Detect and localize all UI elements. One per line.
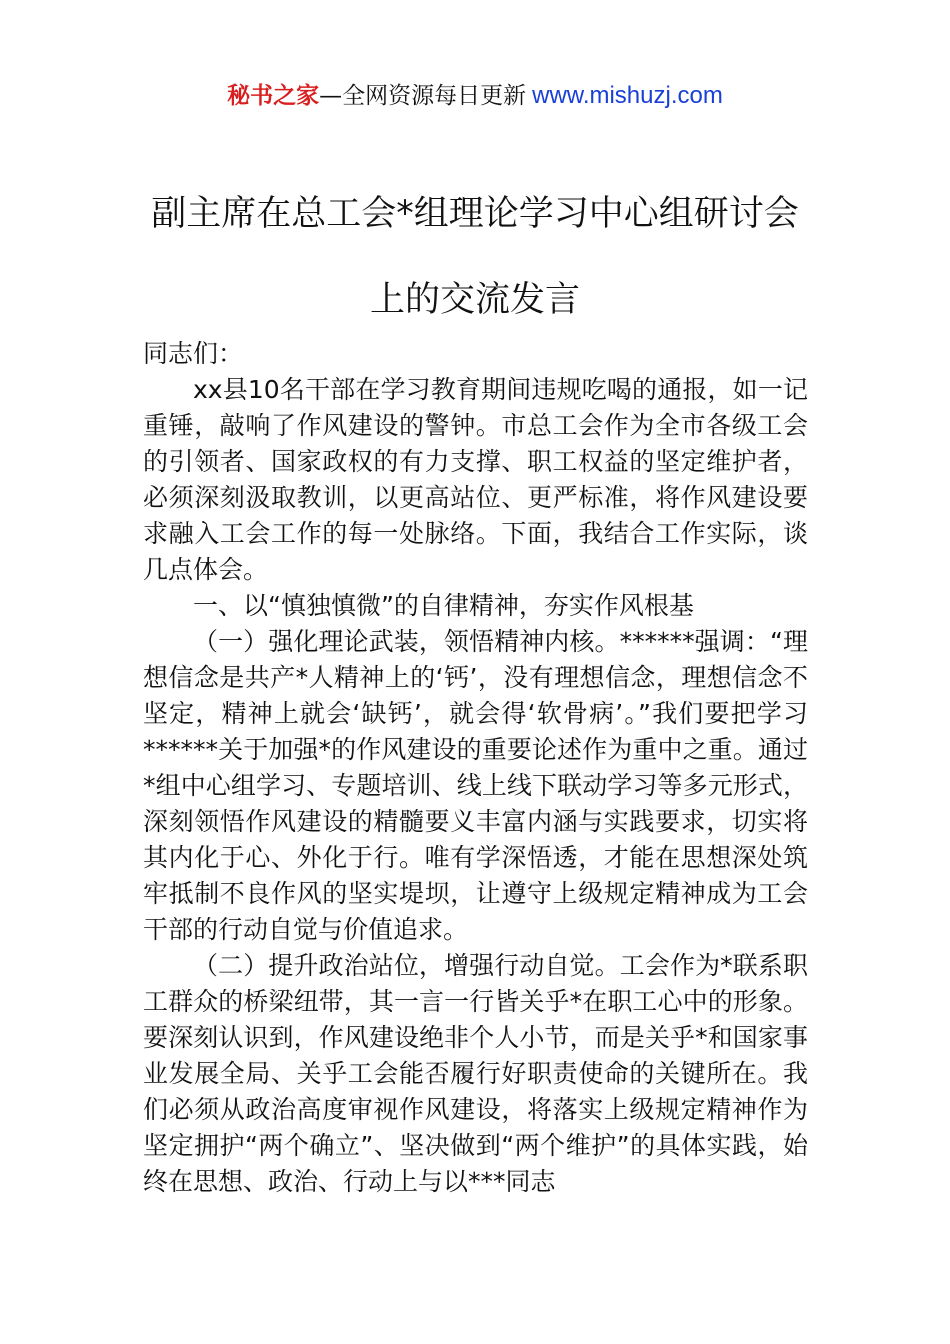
- paragraph-intro: xx县10名干部在学习教育期间违规吃喝的通报，如一记重锤，敲响了作风建设的警钟。市总工会作为全市各级工会的引领者、国家政权的有力支撑、职工权益的坚定维护者，必须深刻汲取教训，以更高站位、更严标准，将作风建设要求融入工会工作的每一处脉络。下面，我结合工作实际，谈几点体会。: [143, 375, 808, 584]
- site-header: [0, 78, 950, 114]
- paragraph-subsection-1: （一）强化理论武装，领悟精神内核。******强调：“理想信念是共产*人精神上的‘钙’，没有理想信念，理想信念不坚定，精神上就会‘缺钙’，就会得‘软骨病’。”我们要把学习******关于加强*的作风建设的重要论述作为重中之重。通过*组中心组学习、专题培训、线上线下联动学习等多元形式，深刻领悟作风建设的精髓要义丰富内涵与实践要求，切实将其内化于心、外化于行。唯有学深悟透，才能在思想深处筑牢抵制不良作风的坚实堤坝，让遵守上级规定精神成为工会干部的行动自觉与价值追求。: [143, 627, 808, 944]
- title-line-2: 上的交流发言: [369, 280, 580, 321]
- title-line-1: 副主席在总工会*组理论学习中心组研讨会: [151, 194, 799, 235]
- brand-name: 秘书之家: [227, 83, 320, 109]
- brand-tagline: —全网资源每日更新: [319, 83, 527, 109]
- salutation: 同志们：: [143, 339, 244, 368]
- document-body: [143, 336, 808, 1200]
- site-url-link[interactable]: www.mishuzj.com: [532, 82, 723, 109]
- section-heading-1: 一、以“慎独慎微”的自律精神，夯实作风根基: [193, 591, 694, 620]
- document-title: [110, 171, 840, 343]
- paragraph-subsection-2: （二）提升政治站位，增强行动自觉。工会作为*联系职工群众的桥梁纽带，其一言一行皆关乎*在职工心中的形象。要深刻认识到，作风建设绝非个人小节，而是关乎*和国家事业发展全局、关乎工会能否履行好职责使命的关键所在。我们必须从政治高度审视作风建设，将落实上级规定精神作为坚定拥护“两个确立”、坚决做到“两个维护”的具体实践，始终在思想、政治、行动上与以***同志: [143, 951, 808, 1196]
